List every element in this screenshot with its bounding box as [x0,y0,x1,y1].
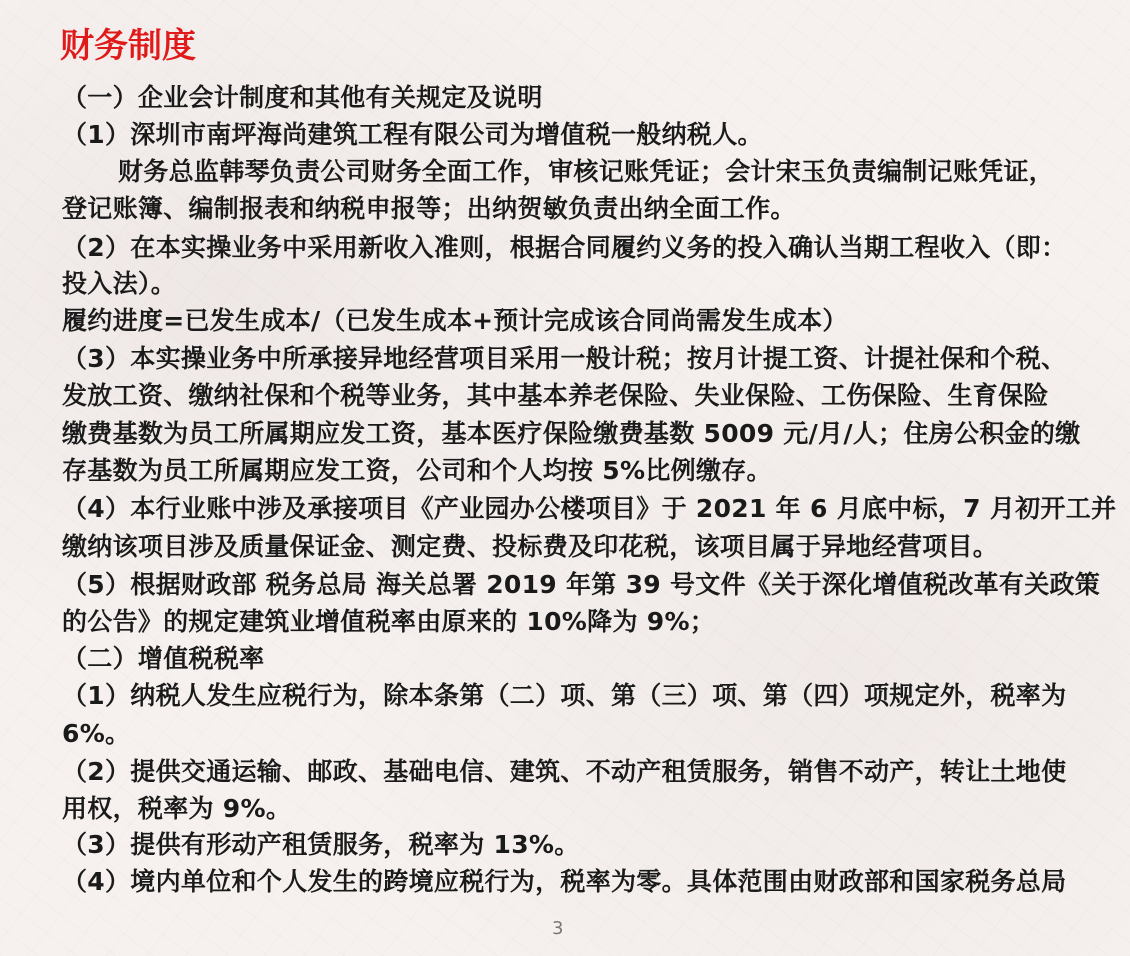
text-line: （一）企业会计制度和其他有关规定及说明 [62,83,543,112]
text-line: （4）境内单位和个人发生的跨境应税行为，税率为零。具体范围由财政部和国家税务总局 [62,867,1067,896]
text-line: 6%。 [62,719,131,748]
text-line: （4）本行业账中涉及承接项目《产业园办公楼项目》于 2021 年 6 月底中标，7 月初开工并 [62,494,1117,523]
page-title: 财务制度 [60,26,196,66]
text-line: 发放工资、缴纳社保和个税等业务，其中基本养老保险、失业保险、工伤保险、生育保险 [62,381,1049,410]
text-line: 的公告》的规定建筑业增值税率由原来的 10%降为 9%； [62,607,716,636]
text-line: （1）纳税人发生应税行为，除本条第（二）项、第（三）项、第（四）项规定外，税率为 [62,681,1067,710]
text-line: 存基数为员工所属期应发工资，公司和个人均按 5%比例缴存。 [62,456,772,485]
text-line: 财务总监韩琴负责公司财务全面工作，审核记账凭证；会计宋玉负责编制记账凭证， [118,157,1055,186]
text-line: （2）提供交通运输、邮政、基础电信、建筑、不动产租赁服务，销售不动产，转让土地使 [62,757,1067,786]
text-line: （3）本实操业务中所承接异地经营项目采用一般计税；按月计提工资、计提社保和个税、 [62,344,1067,373]
text-line: 履约进度=已发生成本/（已发生成本+预计完成该合同尚需发生成本） [62,306,848,335]
text-line: 缴纳该项目涉及质量保证金、测定费、投标费及印花税，该项目属于异地经营项目。 [62,532,999,561]
text-line: （3）提供有形动产租赁服务，税率为 13%。 [62,830,580,859]
text-line: （1）深圳市南坪海尚建筑工程有限公司为增值税一般纳税人。 [62,120,763,149]
text-line: （5）根据财政部 税务总局 海关总署 2019 年第 39 号文件《关于深化增值税改革有关政策 [62,570,1101,599]
text-line: 用权，税率为 9%。 [62,794,292,823]
text-line: 登记账簿、编制报表和纳税申报等；出纳贺敏负责出纳全面工作。 [62,194,796,223]
text-line: 缴费基数为员工所属期应发工资，基本医疗保险缴费基数 5009 元/月/人；住房公积金的缴 [62,419,1081,448]
text-line: （二）增值税税率 [62,644,265,673]
text-line: 投入法）。 [62,269,177,298]
text-line: （2）在本实操业务中采用新收入准则，根据合同履约义务的投入确认当期工程收入（即： [62,233,1067,262]
page-number: 3 [552,918,564,939]
